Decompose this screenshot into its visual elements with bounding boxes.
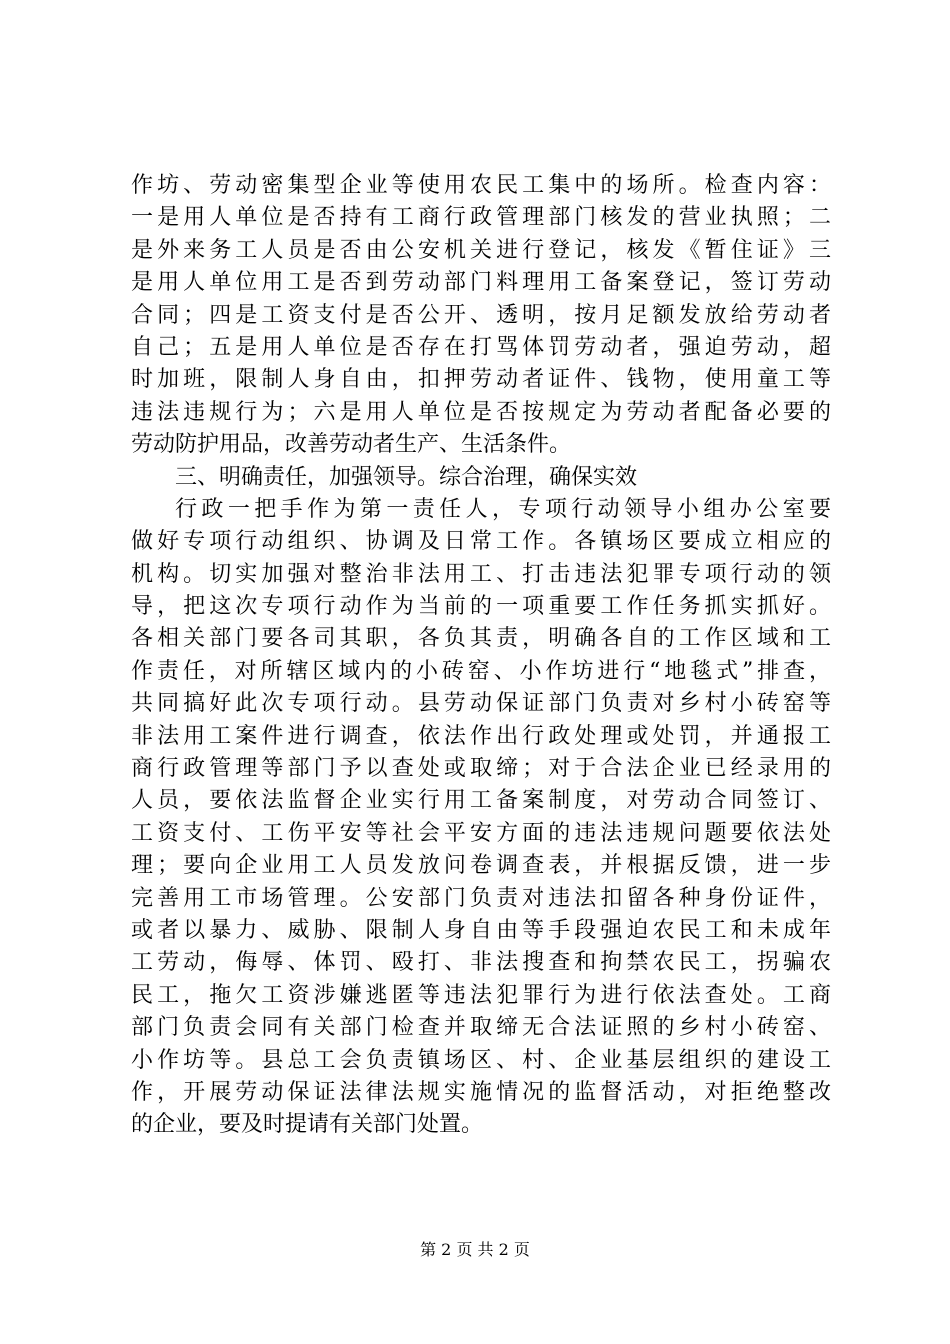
text-line: 三、明确责任，加强领导。综合治理，确保实效 — [175, 464, 638, 490]
text-line: 作，开展劳动保证法律法规实施情况的监督活动，对拒绝整改 — [131, 1079, 831, 1105]
text-line: 作坊、劳动密集型企业等使用农民工集中的场所。检查内容： — [131, 173, 831, 198]
text-line: 做好专项行动组织、协调及日常工作。各镇场区要成立相应的 — [131, 529, 831, 555]
text-line: 机构。切实加强对整治非法用工、打击违法犯罪专项行动的领 — [131, 561, 831, 587]
text-line: 共同搞好此次专项行动。县劳动保证部门负责对乡村小砖窑等 — [131, 691, 831, 717]
text-line: 违法违规行为；六是用人单位是否按规定为劳动者配备必要的 — [131, 399, 831, 425]
text-line: 作责任，对所辖区域内的小砖窑、小作坊进行“地毯式”排查， — [131, 658, 831, 684]
text-line: 行政一把手作为第一责任人，专项行动领导小组办公室要 — [175, 496, 831, 522]
text-line: 自己；五是用人单位是否存在打骂体罚劳动者，强迫劳动，超 — [131, 334, 831, 360]
text-line: 合同；四是工资支付是否公开、透明，按月足额发放给劳动者 — [131, 302, 831, 328]
text-line: 小作坊等。县总工会负责镇场区、村、企业基层组织的建设工 — [131, 1047, 831, 1073]
text-line: 各相关部门要各司其职，各负其责，明确各自的工作区域和工 — [131, 626, 831, 652]
text-line: 商行政管理等部门予以查处或取缔；对于合法企业已经录用的 — [131, 756, 831, 782]
text-line: 是用人单位用工是否到劳动部门料理用工备案登记，签订劳动 — [131, 270, 831, 296]
text-line: 非法用工案件进行调查，依法作出行政处理或处罚，并通报工 — [131, 723, 831, 749]
text-line: 是外来务工人员是否由公安机关进行登记，核发《暂住证》三 — [131, 237, 831, 263]
document-body — [131, 170, 831, 1142]
text-line: 完善用工市场管理。公安部门负责对违法扣留各种身份证件， — [131, 885, 831, 911]
text-line: 时加班，限制人身自由，扣押劳动者证件、钱物，使用童工等 — [131, 367, 831, 393]
text-line: 工资支付、工伤平安等社会平安方面的违法违规问题要依法处 — [131, 820, 831, 846]
text-line: 劳动防护用品，改善劳动者生产、生活条件。 — [131, 432, 572, 458]
text-line: 部门负责会同有关部门检查并取缔无合法证照的乡村小砖窑、 — [131, 1015, 831, 1041]
text-line: 人员，要依法监督企业实行用工备案制度，对劳动合同签订、 — [131, 788, 831, 814]
page-footer: 第 2 页 共 2 页 — [420, 1240, 530, 1259]
text-line: 工劳动，侮辱、体罚、殴打、非法搜查和拘禁农民工，拐骗农 — [131, 950, 831, 976]
text-line: 一是用人单位是否持有工商行政管理部门核发的营业执照；二 — [131, 205, 831, 231]
text-line: 理；要向企业用工人员发放问卷调查表，并根据反馈，进一步 — [131, 853, 831, 879]
text-line: 导，把这次专项行动作为当前的一项重要工作任务抓实抓好。 — [131, 594, 831, 620]
text-line: 或者以暴力、威胁、限制人身自由等手段强迫农民工和未成年 — [131, 917, 831, 943]
text-line: 民工，拖欠工资涉嫌逃匿等违法犯罪行为进行依法查处。工商 — [131, 982, 831, 1008]
text-line: 的企业，要及时提请有关部门处置。 — [131, 1112, 484, 1138]
